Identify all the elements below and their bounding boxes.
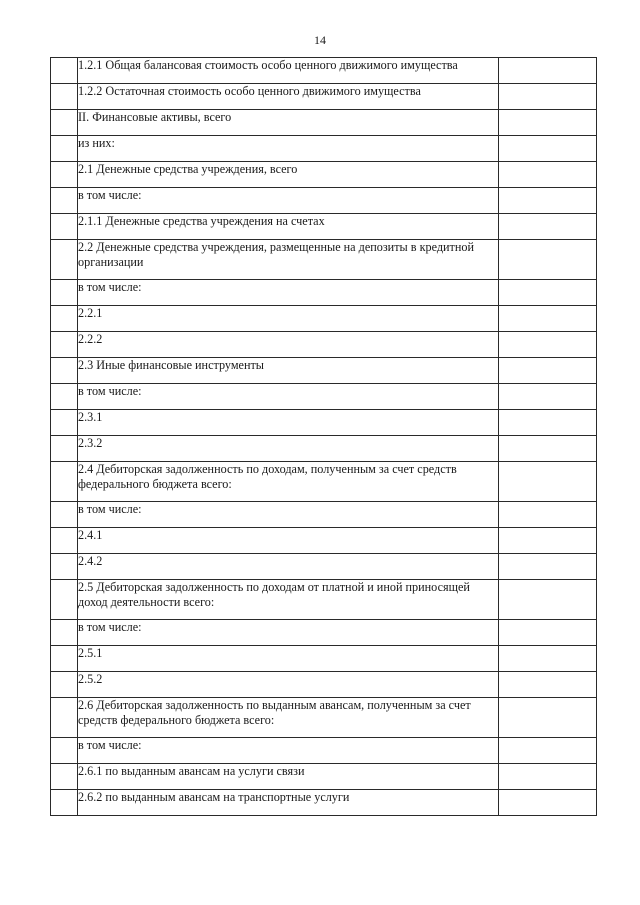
row-value-cell bbox=[499, 110, 597, 136]
row-marker-cell bbox=[51, 462, 78, 502]
table-row bbox=[51, 462, 597, 502]
table-row bbox=[51, 332, 597, 358]
row-marker-cell bbox=[51, 384, 78, 410]
row-marker-cell bbox=[51, 358, 78, 384]
table-row bbox=[51, 136, 597, 162]
row-value-cell bbox=[499, 580, 597, 620]
financial-assets-table bbox=[50, 57, 597, 816]
row-label: в том числе: bbox=[78, 502, 499, 528]
row-value-cell bbox=[499, 358, 597, 384]
row-label: 2.3.2 bbox=[78, 436, 499, 462]
row-label: из них: bbox=[78, 136, 499, 162]
table-row bbox=[51, 436, 597, 462]
row-value-cell bbox=[499, 280, 597, 306]
row-value-cell bbox=[499, 554, 597, 580]
row-marker-cell bbox=[51, 84, 78, 110]
table-row bbox=[51, 620, 597, 646]
table-row bbox=[51, 528, 597, 554]
row-label: 2.4 Дебиторская задолженность по доходам, полученным за счет средств федерального бюджета всего: bbox=[78, 462, 499, 502]
table-row bbox=[51, 646, 597, 672]
row-label: 2.2.1 bbox=[78, 306, 499, 332]
row-label: 2.1 Денежные средства учреждения, всего bbox=[78, 162, 499, 188]
table-row bbox=[51, 738, 597, 764]
row-value-cell bbox=[499, 162, 597, 188]
row-value-cell bbox=[499, 384, 597, 410]
row-label: II. Финансовые активы, всего bbox=[78, 110, 499, 136]
row-value-cell bbox=[499, 528, 597, 554]
row-value-cell bbox=[499, 502, 597, 528]
row-label: 1.2.2 Остаточная стоимость особо ценного движимого имущества bbox=[78, 84, 499, 110]
row-value-cell bbox=[499, 306, 597, 332]
row-label: 2.3.1 bbox=[78, 410, 499, 436]
table-row bbox=[51, 358, 597, 384]
row-value-cell bbox=[499, 58, 597, 84]
row-marker-cell bbox=[51, 240, 78, 280]
table-row bbox=[51, 162, 597, 188]
row-value-cell bbox=[499, 84, 597, 110]
page-number: 14 bbox=[314, 33, 326, 47]
row-marker-cell bbox=[51, 410, 78, 436]
row-marker-cell bbox=[51, 188, 78, 214]
row-value-cell bbox=[499, 188, 597, 214]
table-row bbox=[51, 764, 597, 790]
row-label: в том числе: bbox=[78, 188, 499, 214]
row-label: в том числе: bbox=[78, 384, 499, 410]
row-value-cell bbox=[499, 620, 597, 646]
row-value-cell bbox=[499, 462, 597, 502]
row-marker-cell bbox=[51, 790, 78, 816]
row-label: 2.2.2 bbox=[78, 332, 499, 358]
row-marker-cell bbox=[51, 554, 78, 580]
row-value-cell bbox=[499, 646, 597, 672]
table-row bbox=[51, 410, 597, 436]
row-marker-cell bbox=[51, 162, 78, 188]
row-value-cell bbox=[499, 332, 597, 358]
row-label: 2.2 Денежные средства учреждения, размещенные на депозиты в кредитной организации bbox=[78, 240, 499, 280]
row-label: в том числе: bbox=[78, 738, 499, 764]
row-value-cell bbox=[499, 698, 597, 738]
row-label: 2.6.1 по выданным авансам на услуги связи bbox=[78, 764, 499, 790]
row-label: 2.4.2 bbox=[78, 554, 499, 580]
row-label: в том числе: bbox=[78, 280, 499, 306]
table-row bbox=[51, 580, 597, 620]
row-label: 2.1.1 Денежные средства учреждения на счетах bbox=[78, 214, 499, 240]
row-value-cell bbox=[499, 214, 597, 240]
row-marker-cell bbox=[51, 306, 78, 332]
row-label: 2.5.2 bbox=[78, 672, 499, 698]
table-row bbox=[51, 790, 597, 816]
row-label: 2.6 Дебиторская задолженность по выданным авансам, полученным за счет средств федерального бюджета всего: bbox=[78, 698, 499, 738]
row-value-cell bbox=[499, 240, 597, 280]
row-value-cell bbox=[499, 410, 597, 436]
row-value-cell bbox=[499, 738, 597, 764]
row-label: в том числе: bbox=[78, 620, 499, 646]
row-marker-cell bbox=[51, 280, 78, 306]
row-value-cell bbox=[499, 136, 597, 162]
row-marker-cell bbox=[51, 332, 78, 358]
table-row bbox=[51, 110, 597, 136]
row-value-cell bbox=[499, 790, 597, 816]
row-label: 2.3 Иные финансовые инструменты bbox=[78, 358, 499, 384]
table-row bbox=[51, 188, 597, 214]
row-marker-cell bbox=[51, 58, 78, 84]
table-body bbox=[51, 58, 597, 816]
row-marker-cell bbox=[51, 136, 78, 162]
row-marker-cell bbox=[51, 738, 78, 764]
row-value-cell bbox=[499, 436, 597, 462]
row-value-cell bbox=[499, 672, 597, 698]
table-row bbox=[51, 240, 597, 280]
table-row bbox=[51, 58, 597, 84]
row-marker-cell bbox=[51, 436, 78, 462]
row-marker-cell bbox=[51, 646, 78, 672]
table-row bbox=[51, 698, 597, 738]
row-marker-cell bbox=[51, 214, 78, 240]
row-value-cell bbox=[499, 764, 597, 790]
table-row bbox=[51, 306, 597, 332]
row-marker-cell bbox=[51, 698, 78, 738]
row-marker-cell bbox=[51, 672, 78, 698]
row-label: 2.5 Дебиторская задолженность по доходам от платной и иной приносящей доход деятельности всего: bbox=[78, 580, 499, 620]
row-marker-cell bbox=[51, 502, 78, 528]
table-row bbox=[51, 214, 597, 240]
row-label: 2.6.2 по выданным авансам на транспортные услуги bbox=[78, 790, 499, 816]
table-row bbox=[51, 554, 597, 580]
row-marker-cell bbox=[51, 110, 78, 136]
table-row bbox=[51, 84, 597, 110]
table-row bbox=[51, 384, 597, 410]
row-label: 2.4.1 bbox=[78, 528, 499, 554]
row-label: 1.2.1 Общая балансовая стоимость особо ценного движимого имущества bbox=[78, 58, 499, 84]
row-marker-cell bbox=[51, 580, 78, 620]
row-label: 2.5.1 bbox=[78, 646, 499, 672]
table-row bbox=[51, 672, 597, 698]
row-marker-cell bbox=[51, 764, 78, 790]
row-marker-cell bbox=[51, 620, 78, 646]
table-row bbox=[51, 502, 597, 528]
table-row bbox=[51, 280, 597, 306]
row-marker-cell bbox=[51, 528, 78, 554]
